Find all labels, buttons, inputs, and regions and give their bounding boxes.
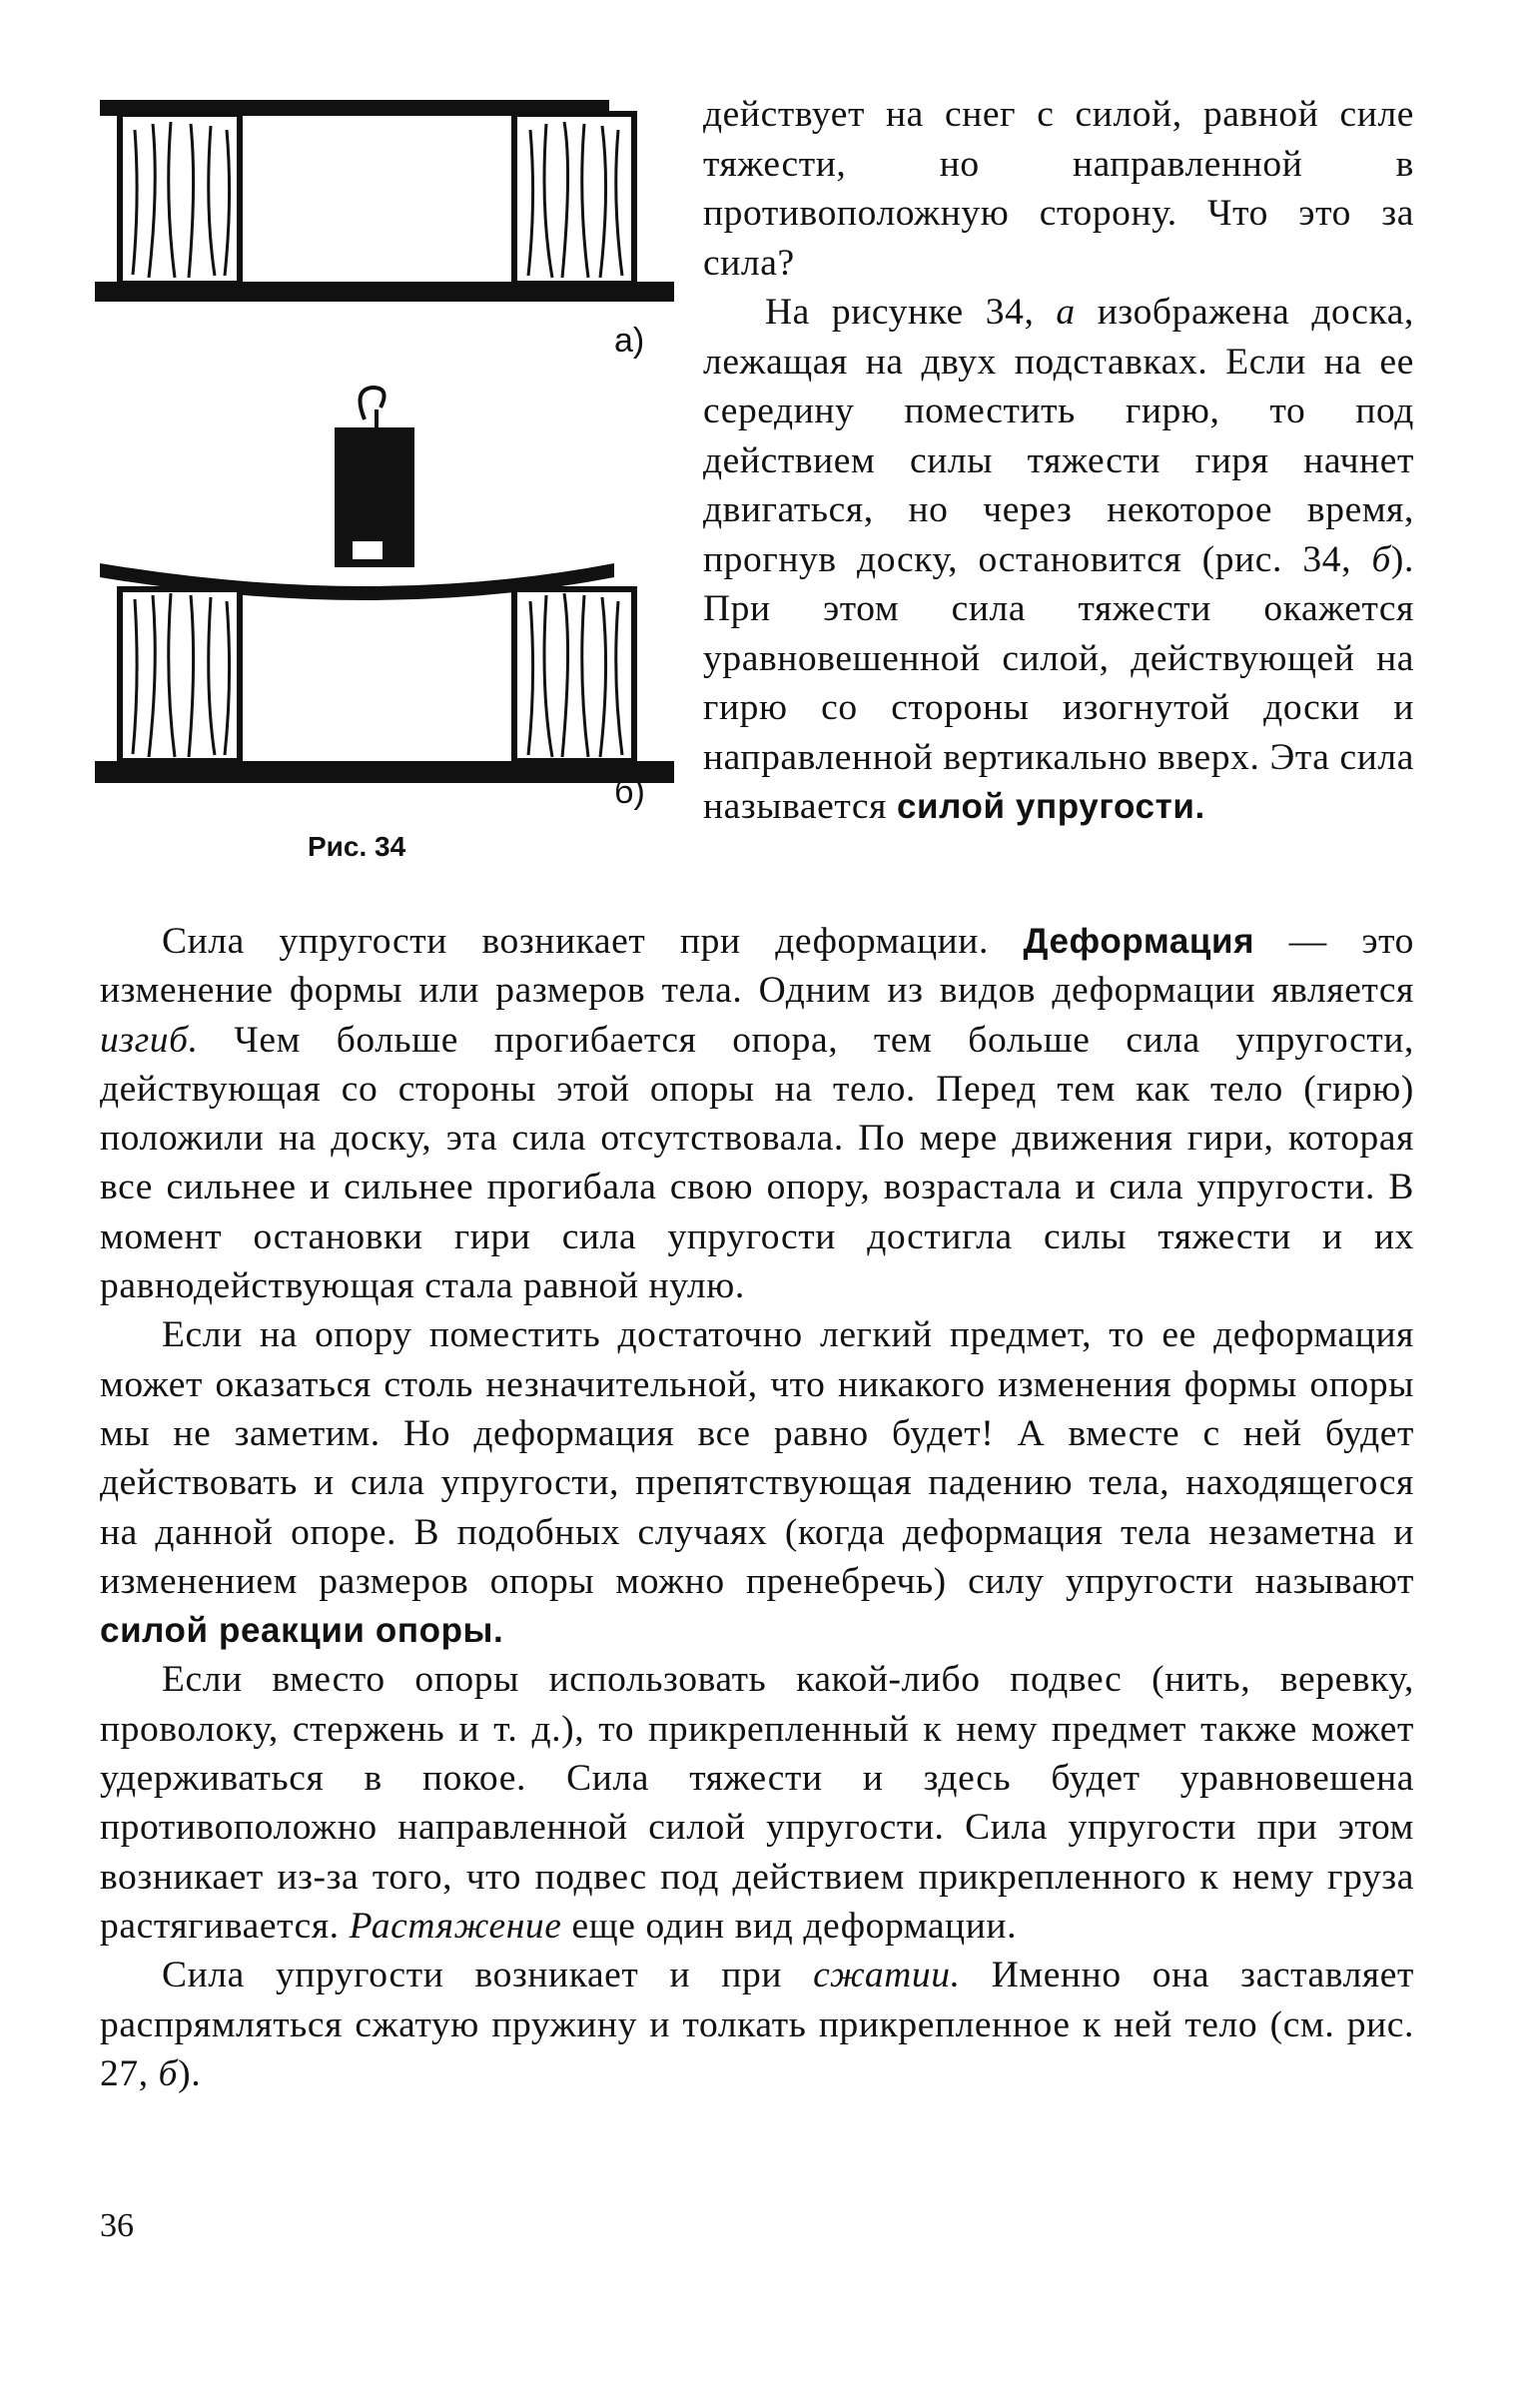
italic-term: Растяжение <box>349 1905 562 1947</box>
paragraph <box>100 1310 1414 1655</box>
italic-term: сжатии. <box>813 1955 961 1996</box>
italic-ref: б <box>1371 538 1391 580</box>
page-number: 36 <box>100 2207 134 2244</box>
paragraph <box>100 917 1414 1310</box>
figure-a-board-on-supports <box>95 100 674 302</box>
text-run: На рисунке 34, <box>765 292 1035 333</box>
right-column-text <box>703 90 1414 832</box>
text-run: — это изменение формы или размеров тела. Одним из видов деформации является <box>100 921 1414 1012</box>
text-run: Сила упругости возникает при деформации. <box>162 921 989 962</box>
board-illustration <box>95 90 674 879</box>
term-bold: Деформация <box>1023 922 1255 961</box>
main-text <box>100 917 1414 2098</box>
italic-ref: а <box>1056 292 1076 333</box>
text-run: Если на опору поместить достаточно легкий предмет, то ее деформация может оказаться столь незначительной, что никакого изменения формы опоры мы не заметим. Но деформация все равно будет! А вместе с ней будет действовать и сила упругости, препятствующая падению тела, находящегося на данной опоре. В подобных случаях (когда деформация тела незаметна и изменением размеров опоры можно пренебречь) силу упругости называют <box>100 1314 1414 1602</box>
italic-ref: б <box>158 2052 179 2094</box>
figure-b-bent-board-with-weight <box>95 388 674 783</box>
paragraph <box>100 1951 1414 2098</box>
text-run: Сила упругости возникает и при <box>162 1955 783 1996</box>
text-run: ). <box>178 2052 202 2094</box>
text-run: еще один вид деформации. <box>571 1905 1018 1947</box>
text-run: Именно она заставляет распрямляться сжатую пружину и толкать прикрепленное к ней тело (см. рис. 27, <box>100 1955 1414 2094</box>
figure-34 <box>95 90 674 879</box>
paragraph <box>703 288 1414 832</box>
text-run: изображена доска, лежащая на двух подставках. Если на ее середину поместить гирю, то под действием силы тяжести гиря начнет двигаться, но через некоторое время, прогнув доску, остановится (рис. 34, <box>703 292 1414 580</box>
figure-caption: Рис. 34 <box>308 831 406 862</box>
figure-b-label: б) <box>614 773 645 811</box>
figure-a-label: а) <box>614 322 645 360</box>
term-bold: силой реакции опоры. <box>100 1611 504 1651</box>
paragraph <box>703 90 1414 288</box>
text-run: ). При этом сила тяжести окажется уравновешенной силой, действующей на гирю со стороны изогнутой доски и направленной вертикально вверх. Эта сила называется <box>703 538 1414 827</box>
paragraph <box>100 1655 1414 1951</box>
text-run: Чем больше прогибается опора, тем больше сила упругости, действующая со стороны этой опоры на тело. Перед тем как тело (гирю) положили на доску, эта сила отсутствовала. По мере движения гири, которая все сильнее и сильнее прогибала свою опору, возрастала и сила упругости. В момент остановки гири сила упругости достигла силы тяжести и их равнодействующая стала равной нулю. <box>100 1019 1414 1307</box>
italic-term: изгиб. <box>100 1019 199 1061</box>
text-run: действует на снег с силой, равной силе тяжести, но направленной в противоположную сторону. Что это за сила? <box>703 94 1414 284</box>
term-bold: силой упругости. <box>896 787 1205 826</box>
text-run: Если вместо опоры использовать какой-либо подвес (нить, веревку, проволоку, стержень и т. д.), то прикрепленный к нему предмет также может удерживаться в покое. Сила тяжести и здесь будет уравновешена противоположно направленной силой упругости. Сила упругости при этом возникает из-за того, что подвес под действием прикрепленного к нему груза растягивается. <box>100 1659 1414 1947</box>
